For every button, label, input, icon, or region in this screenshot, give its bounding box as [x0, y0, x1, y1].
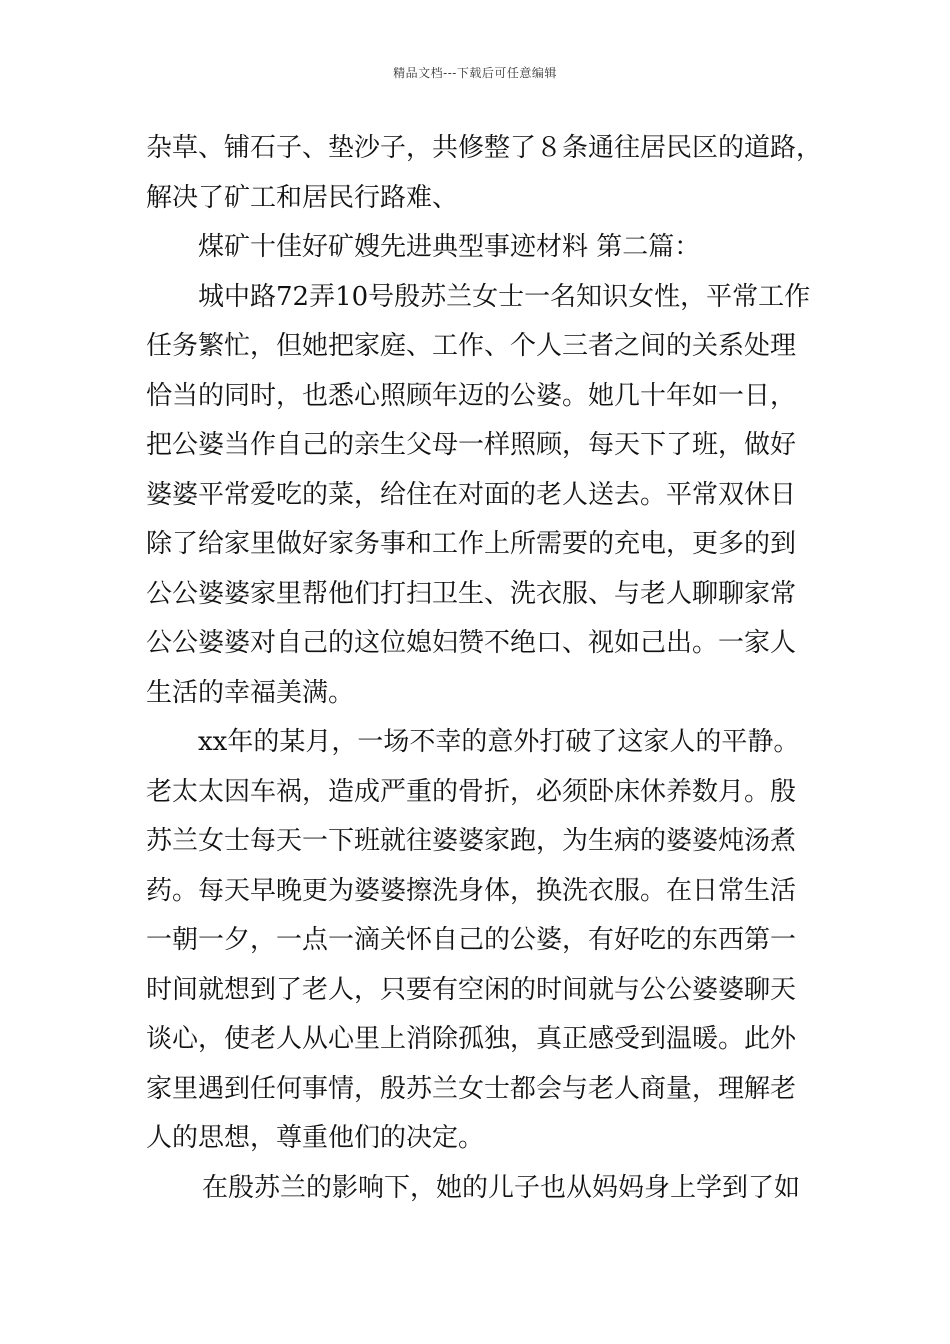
text-line: 煤矿十佳好矿嫂先进典型事迹材料 第二篇：	[198, 232, 701, 262]
text-line: 恰当的同时，也悉心照顾年迈的公婆。她几十年如一日，	[146, 380, 797, 411]
text-line: xx年的某月，一场不幸的意外打破了这家人的平静。	[198, 727, 800, 757]
text-line: 生活的幸福美满。	[146, 677, 355, 708]
text-line: 城中路72弄10号殷苏兰女士一名知识女性，平常工作	[198, 281, 811, 312]
text-line: 解决了矿工和居民行路难、	[146, 182, 459, 213]
text-line: 家里遇到任何事情，殷苏兰女士都会与老人商量，理解老	[146, 1073, 797, 1104]
text-line: 婆婆平常爱吃的菜，给住在对面的老人送去。平常双休日	[146, 479, 797, 510]
text-line: 药。每天早晚更为婆婆擦洗身体，换洗衣服。在日常生活	[146, 875, 797, 906]
text-line: 除了给家里做好家务事和工作上所需要的充电，更多的到	[146, 529, 797, 559]
text-line: 把公婆当作自己的亲生父母一样照顾，每天下了班，做好	[146, 430, 797, 460]
document-body	[146, 124, 823, 1213]
text-line: 时间就想到了老人，只要有空闲的时间就与公公婆婆聊天	[146, 974, 797, 1005]
text-line: 公公婆婆家里帮他们打扫卫生、洗衣服、与老人聊聊家常	[146, 578, 797, 609]
text-line: 苏兰女士每天一下班就往婆婆家跑，为生病的婆婆炖汤煮	[146, 826, 797, 856]
text-line: 任务繁忙，但她把家庭、工作、个人三者之间的关系处理	[146, 331, 797, 361]
text-line: 老太太因车祸，造成严重的骨折，必须卧床休养数月。殷	[146, 776, 797, 807]
text-line: 杂草、铺石子、垫沙子，共修整了８条通往居民区的道路，	[146, 133, 823, 163]
text-line: 公公婆婆对自己的这位媳妇赞不绝口、视如己出。一家人	[146, 628, 797, 658]
text-line: 一朝一夕，一点一滴关怀自己的公婆，有好吃的东西第一	[146, 925, 797, 955]
text-line: 谈心，使老人从心里上消除孤独，真正感受到温暖。此外	[146, 1024, 797, 1054]
page-header: 精品文档---下载后可任意编辑	[393, 66, 557, 80]
text-line: 在殷苏兰的影响下，她的儿子也从妈妈身上学到了如	[202, 1172, 801, 1203]
text-line: 人的思想，尊重他们的决定。	[146, 1123, 485, 1153]
